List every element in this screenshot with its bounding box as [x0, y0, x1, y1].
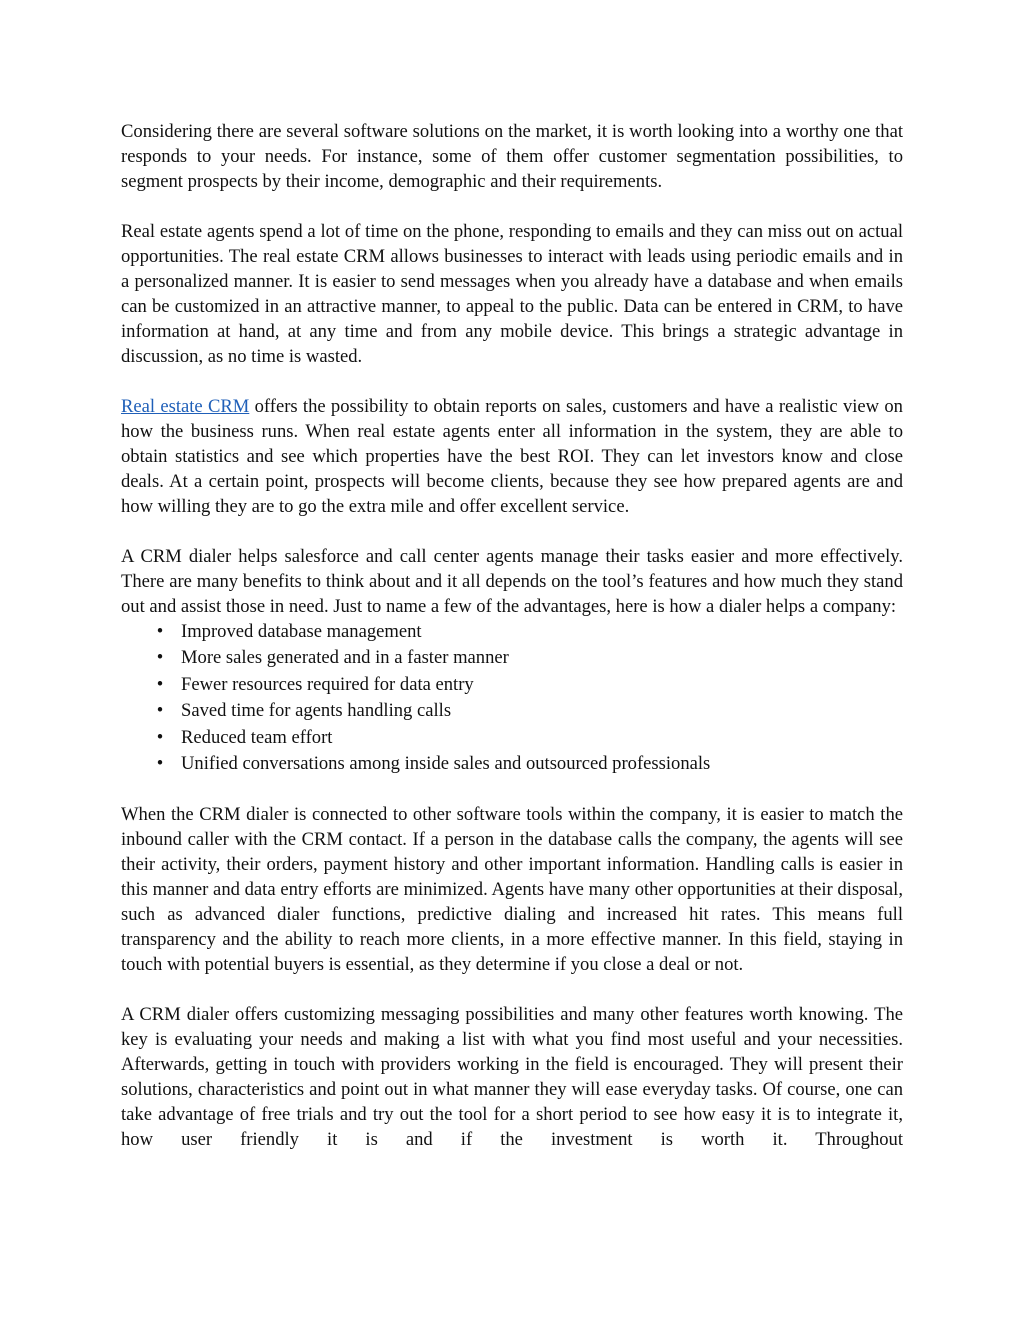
paragraph-software-solutions: Considering there are several software solutions on the market, it is worth looking into a worthy one that responds to your needs. For instance, some of them offer customer segmentation possibilities, to segment prospects by their income, demographic and their requirements. [121, 121, 903, 192]
list-item-text: Reduced team effort [181, 726, 333, 748]
advantages-list [121, 619, 903, 777]
paragraph-agents-time: Real estate agents spend a lot of time on the phone, responding to emails and they can miss out on actual opportunities. The real estate CRM allows businesses to interact with leads using periodic emails and in a personalized manner. It is easier to send messages when you already have a database and when emails can be customized in an attractive manner, to appeal to the public. Data can be entered in CRM, to have information at hand, at any time and from any mobile device. This brings a strategic advantage in discussion, as no time is wasted. [121, 221, 903, 367]
real-estate-crm-link[interactable]: Real estate CRM [121, 396, 250, 417]
list-item-text: More sales generated and in a faster manner [181, 647, 509, 669]
list-item-text: Unified conversations among inside sales and outsourced professionals [181, 753, 711, 775]
bullet-icon: • [156, 700, 164, 722]
list-item [121, 698, 903, 724]
list-item-text: Improved database management [181, 621, 422, 642]
paragraph-real-estate-crm [121, 394, 903, 519]
list-item [121, 751, 903, 777]
bullet-icon: • [156, 726, 164, 748]
list-item-text: Fewer resources required for data entry [181, 673, 474, 695]
list-item [121, 619, 903, 645]
paragraph-crm-dialer-intro: A CRM dialer helps salesforce and call center agents manage their tasks easier and more effectively. There are many benefits to think about and it all depends on the tool’s features and how much they stand out and assist those in need. Just to name a few of the advantages, here is how a dialer helps a company: [121, 546, 903, 617]
bullet-icon: • [156, 753, 164, 775]
paragraph-dialer-messaging: A CRM dialer offers customizing messaging possibilities and many other features worth knowing. The key is evaluating your needs and making a list with what you find most useful and your necessities. Afterwards, getting in touch with providers working in the field is encouraged. They will present their solutions, characteristics and point out in what manner they will ease everyday tasks. Of course, one can take advantage of free trials and try out the tool for a short period to see how easy it is to integrate it, how user friendly it is and if the investment is worth it. Throughout [121, 1004, 903, 1151]
list-item [121, 645, 903, 671]
bullet-icon: • [156, 647, 164, 669]
paragraph-real-estate-crm-text: offers the possibility to obtain reports on sales, customers and have a realistic view on how the business runs. When real estate agents enter all information in the system, they are able to obtain statistics and see which properties have the best ROI. They can let investors know and close deals. At a certain point, prospects will become clients, because they see how prepared agents are and how willing they are to go the extra mile and offer excellent service. [121, 396, 903, 517]
bullet-icon: • [156, 673, 164, 695]
bullet-icon: • [156, 621, 164, 642]
list-item-text: Saved time for agents handling calls [181, 700, 452, 722]
paragraph-dialer-connected: When the CRM dialer is connected to other software tools within the company, it is easier to match the inbound caller with the CRM contact. If a person in the database calls the company, the agents will see their activity, their orders, payment history and other important information. Handling calls is easier in this manner and data entry efforts are minimized. Agents have many other opportunities at their disposal, such as advanced dialer functions, predictive dialing and increased hit rates. This means full transparency and the ability to reach more clients, in a more effective manner. In this field, staying in touch with potential buyers is essential, as they determine if you close a deal or not. [121, 804, 903, 976]
document-page [121, 119, 903, 1177]
list-item [121, 672, 903, 698]
list-item [121, 725, 903, 751]
